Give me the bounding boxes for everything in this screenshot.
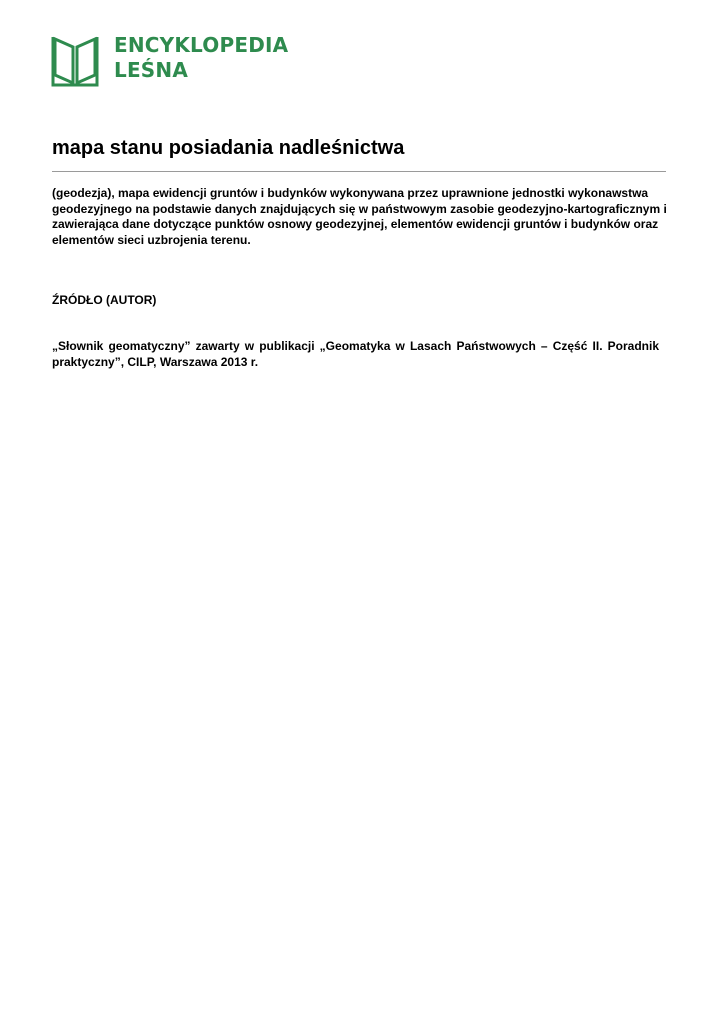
title-divider [52, 171, 666, 172]
source-heading: ŹRÓDŁO (AUTOR) [52, 293, 157, 307]
source-text: „Słownik geomatyczny” zawarty w publikacji „Geomatyka w Lasach Państwowych – Część II. Poradnik praktyczny”, CILP, Warszawa 2013 r. [52, 339, 659, 369]
encyclopedia-logo [51, 33, 291, 89]
definition-text: (geodezja), mapa ewidencji gruntów i budynków wykonywana przez uprawnione jednostki wykonawstwa geodezyjnego na podstawie danych znajdujących się w państwowym zasobie geodezyjno-kartograficznym i zawierająca dane dotyczące punktów osnowy geodezyjnej, elementów ewidencji gruntów i budynków oraz elementów sieci uzbrojenia terenu. [52, 186, 667, 247]
logo-text-line-1: ENCYKLOPEDIA [114, 33, 289, 57]
open-book-icon [51, 33, 99, 89]
page-title: mapa stanu posiadania nadleśnictwa [52, 137, 405, 159]
logo-text-line-2: LEŚNA [114, 58, 189, 82]
